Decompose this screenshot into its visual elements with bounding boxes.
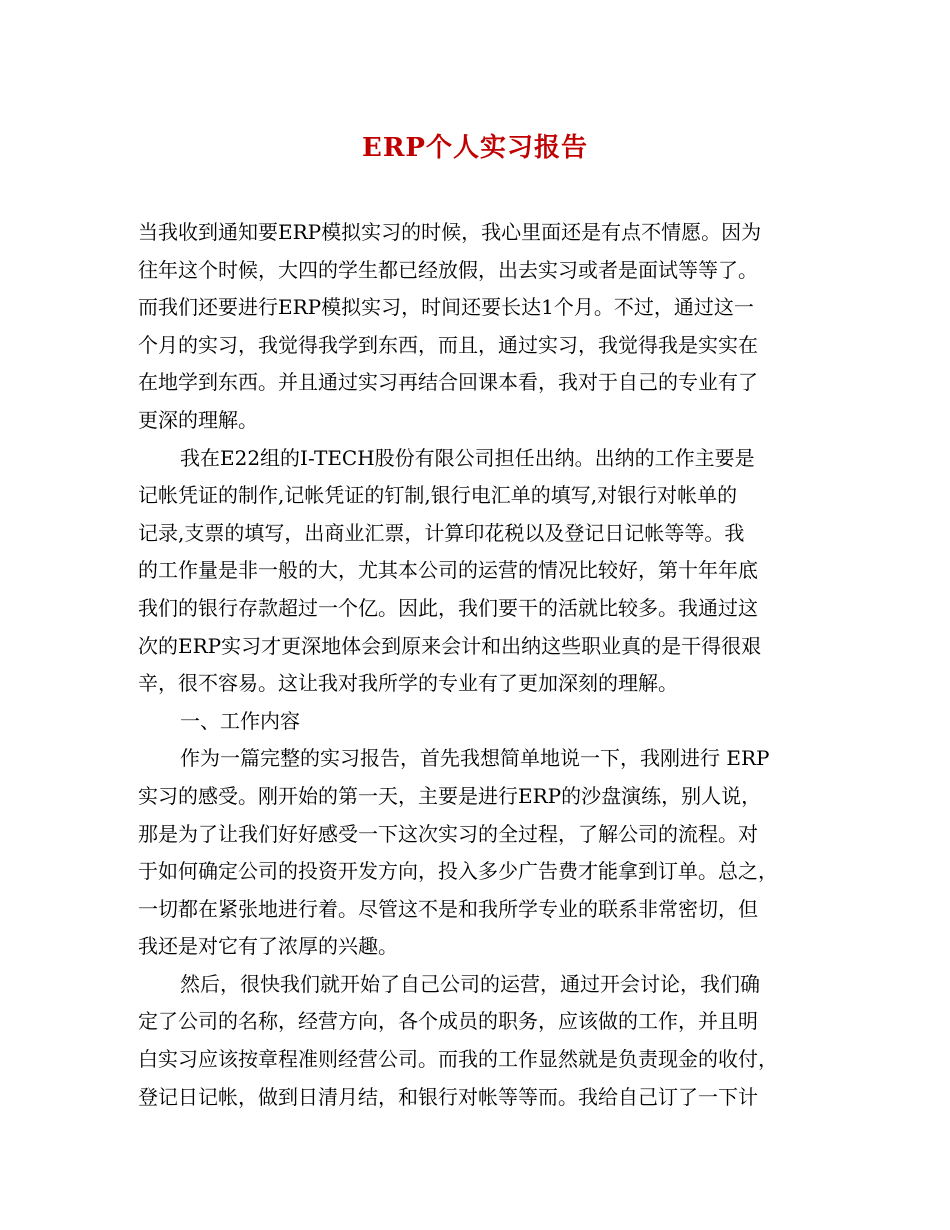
text-line: 一、工作内容 xyxy=(180,708,300,733)
text-line: 然后，很快我们就开始了自己公司的运营，通过开会讨论，我们确 xyxy=(180,971,760,996)
text-line: 往年这个时候，大四的学生都已经放假，出去实习或者是面试等等了。 xyxy=(138,257,758,282)
text-line: 在地学到东西。并且通过实习再结合回课本看，我对于自己的专业有了 xyxy=(138,370,758,395)
text-line: 登记日记帐，做到日清月结，和银行对帐等等而。我给自己订了一下计 xyxy=(138,1084,758,1109)
text-line: 一切都在紧张地进行着。尽管这不是和我所学专业的联系非常密切，但 xyxy=(138,896,758,921)
text-line: 更深的理解。 xyxy=(138,407,258,432)
text-line: 而我们还要进行ERP模拟实习，时间还要长达1个月。不过，通过这一 xyxy=(138,295,754,320)
text-line: 辛，很不容易。这让我对我所学的专业有了更加深刻的理解。 xyxy=(138,671,678,696)
text-line: 定了公司的名称，经营方向，各个成员的职务，应该做的工作，并且明 xyxy=(138,1009,758,1034)
text-line: 个月的实习，我觉得我学到东西，而且，通过实习，我觉得我是实实在 xyxy=(138,332,758,357)
text-line: 记帐凭证的制作,记帐凭证的钉制,银行电汇单的填写,对银行对帐单的 xyxy=(138,483,738,508)
text-line: 记录,支票的填写，出商业汇票，计算印花税以及登记日记帐等等。我 xyxy=(138,520,745,545)
document-body xyxy=(138,214,814,1116)
text-line: 当我收到通知要ERP模拟实习的时候，我心里面还是有点不情愿。因为 xyxy=(138,220,762,244)
text-line: 于如何确定公司的投资开发方向，投入多少广告费才能拿到订单。总之， xyxy=(138,859,778,884)
document-title: ERP个人实习报告 xyxy=(362,133,588,163)
text-line: 次的ERP实习才更深地体会到原来会计和出纳这些职业真的是干得很艰 xyxy=(138,633,762,658)
text-line: 我们的银行存款超过一个亿。因此，我们要干的活就比较多。我通过这 xyxy=(138,595,758,620)
text-line: 作为一篇完整的实习报告，首先我想简单地说一下，我刚进行 ERP xyxy=(180,746,770,771)
text-line: 那是为了让我们好好感受一下这次实习的全过程，了解公司的流程。对 xyxy=(138,821,758,846)
text-line: 白实习应该按章程准则经营公司。而我的工作显然就是负责现金的收付， xyxy=(138,1047,778,1072)
text-line: 实习的感受。刚开始的第一天，主要是进行ERP的沙盘演练，别人说， xyxy=(138,783,762,808)
text-line: 的工作量是非一般的大，尤其本公司的运营的情况比较好，第十年年底 xyxy=(138,558,758,583)
text-line: 我在E22组的I-TECH股份有限公司担任出纳。出纳的工作主要是 xyxy=(180,445,755,470)
text-line: 我还是对它有了浓厚的兴趣。 xyxy=(138,934,398,959)
